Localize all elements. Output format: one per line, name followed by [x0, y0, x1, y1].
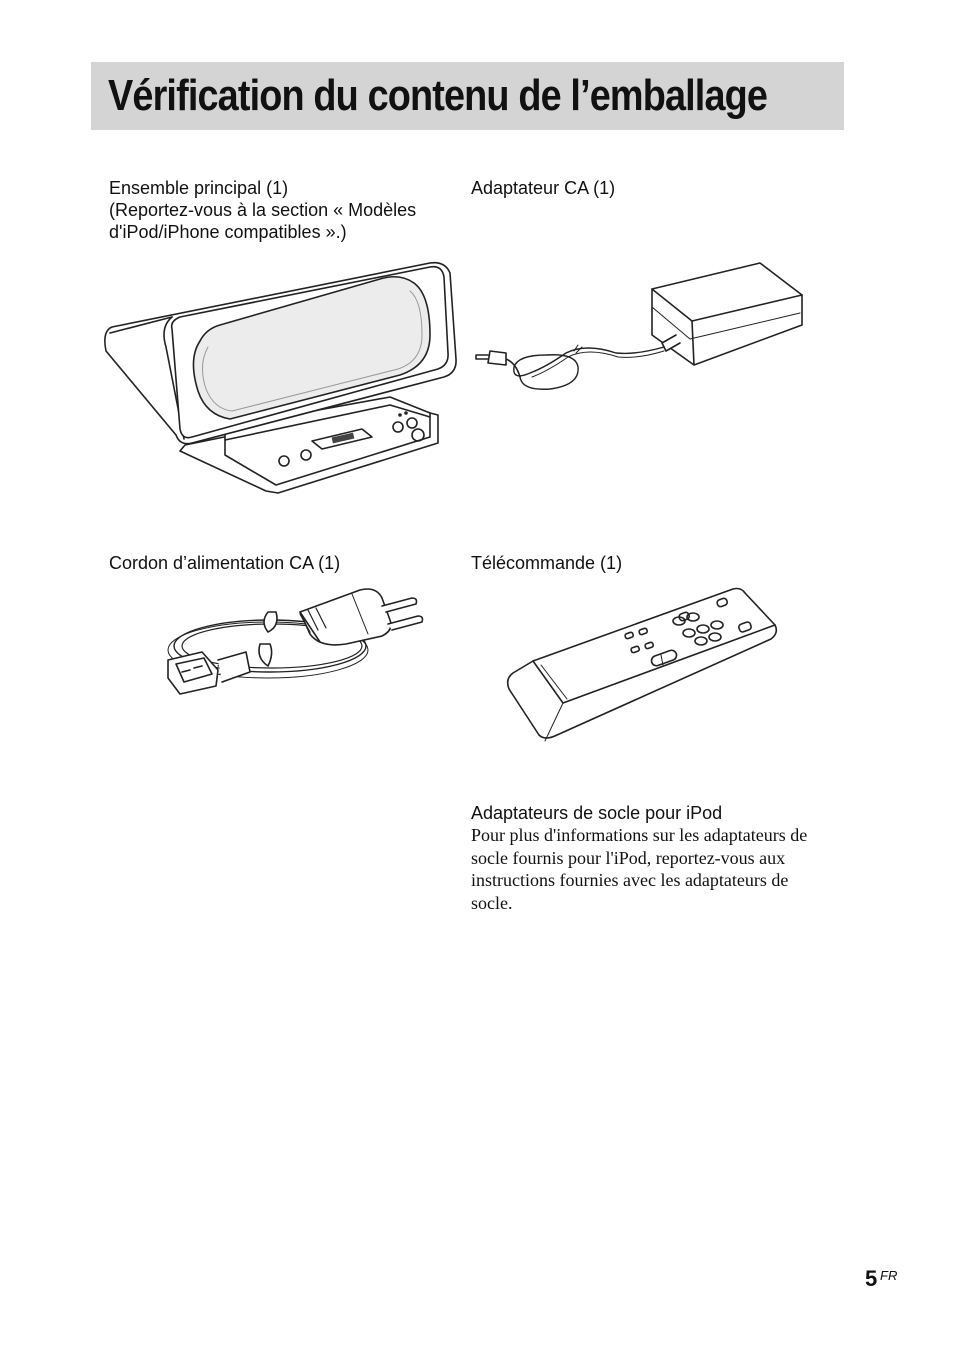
remote-illustration	[505, 585, 780, 750]
page-title: Vérification du contenu de l’emballage	[108, 71, 768, 120]
title-banner	[91, 62, 844, 130]
page-number: 5	[865, 1266, 878, 1291]
description-line: socle.	[471, 892, 513, 913]
description-line: instructions fournies avec les adaptateurs de	[471, 870, 789, 890]
page-language-code: FR	[880, 1268, 898, 1283]
dock-adaptors-heading: Adaptateurs de socle pour iPod	[471, 803, 723, 823]
main-unit-caption-line: (Reportez-vous à la section « Modèles	[109, 200, 417, 220]
power-cord-illustration	[160, 582, 435, 697]
main-unit-caption-line: Ensemble principal (1)	[109, 178, 289, 198]
ac-adaptor-caption: Adaptateur CA (1)	[471, 178, 616, 198]
description-line: socle fournis pour l'iPod, reportez-vous aux	[471, 847, 786, 868]
main-unit-caption-line: d'iPod/iPhone compatibles ».)	[109, 222, 347, 242]
dock-adaptors-description	[471, 824, 841, 914]
power-cord-caption: Cordon d’alimentation CA (1)	[109, 553, 341, 573]
main-unit-caption	[109, 177, 416, 243]
description-line: Pour plus d'informations sur les adaptateurs de	[471, 825, 808, 845]
main-unit-illustration	[100, 255, 465, 500]
ac-adaptor-illustration	[466, 255, 806, 405]
remote-caption: Télécommande (1)	[471, 553, 623, 573]
